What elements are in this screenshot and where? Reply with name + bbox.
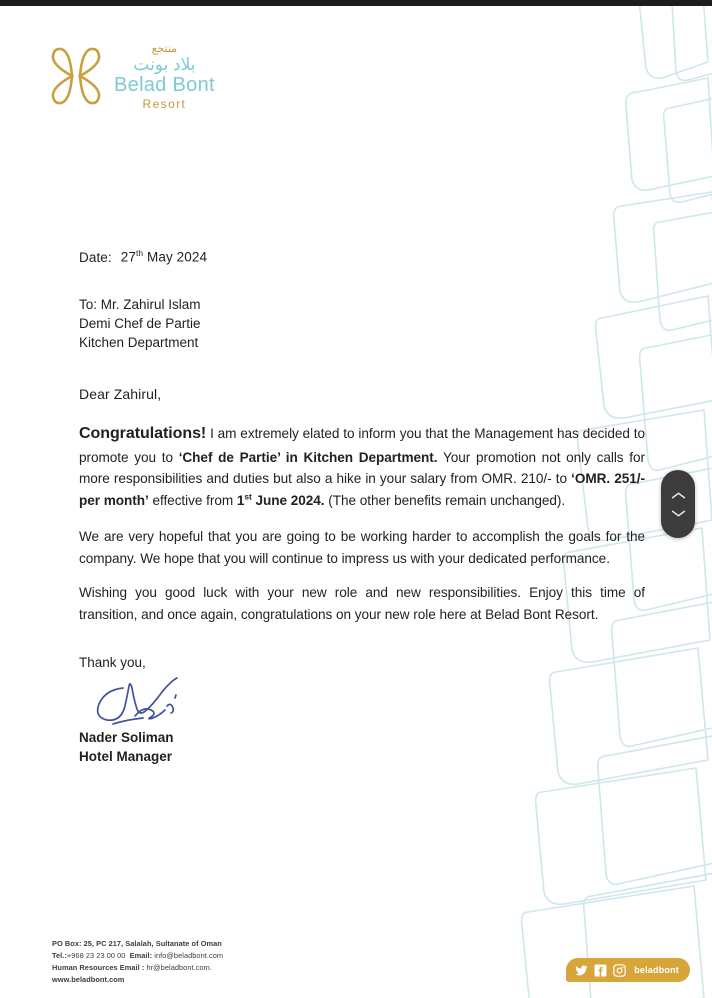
footer-tel-value: +968 23 23 00 00	[66, 951, 126, 961]
date-day: 27	[120, 249, 136, 265]
p1-new-salary: ‘OMR. 251/- per month’	[79, 471, 645, 509]
chevron-down-icon[interactable]	[671, 509, 686, 518]
social-handle: beladbont	[634, 965, 679, 975]
top-edge-strip	[0, 0, 712, 6]
handwritten-signature	[85, 676, 645, 732]
paragraph-wishes: Wishing you good luck with your new role and new responsibilities. Enjoy this time of transition, and once again, congratulations on your new role here at Belad Bont Resort.	[79, 585, 645, 623]
recipient-block	[79, 295, 645, 352]
recipient-position: Demi Chef de Partie	[79, 315, 201, 331]
p1-effective-day: 1	[236, 493, 245, 509]
brand-arabic-main: بلاد بونت	[133, 55, 196, 74]
p1-text-2: Your promotion not only calls for more responsibilities and duties but also a hike in your salary from OMR. 210/- to	[79, 449, 645, 487]
date-line	[79, 248, 645, 265]
p1-effective-ordinal: st	[244, 491, 252, 502]
footer-email-label: Email:	[129, 951, 153, 961]
footer-tel-label: Tel.:	[52, 951, 67, 961]
letterhead-logo	[48, 42, 215, 110]
footer-hr-email	[52, 962, 223, 974]
letter-body	[79, 248, 645, 767]
paragraph-promotion	[79, 421, 645, 512]
congratulations-heading: Congratulations!	[79, 424, 207, 442]
footer-hr-label: Human Resources Email :	[52, 963, 145, 973]
p1-new-role: ‘Chef de Partie’ in Kitchen Department.	[178, 449, 438, 465]
date-label: Date:	[79, 249, 112, 265]
p1-text-1: I am extremely elated to inform you that the Management has decided to promote you to	[79, 425, 645, 465]
recipient-department: Kitchen Department	[79, 334, 199, 350]
brand-wordmark	[114, 42, 215, 110]
footer-hr-value[interactable]: hr@beladbont.com.	[146, 963, 212, 973]
paragraph-expectations: We are very hopeful that you are going to be working harder to accomplish the goals for the company. We hope that you will continue to impress us with your dedicated performance.	[79, 528, 645, 566]
instagram-icon[interactable]	[613, 964, 626, 977]
recipient-name: To: Mr. Zahirul Islam	[79, 296, 201, 312]
footer-email-value[interactable]: info@beladbont.com	[154, 951, 224, 961]
footer-contact-block	[52, 938, 223, 986]
signer-name: Nader Soliman	[79, 729, 174, 745]
brand-arabic-top: منتجع	[151, 43, 178, 55]
footer-address-text: PO Box: 25, PC 217, Salalah, Sultanate of Oman	[52, 939, 222, 949]
twitter-icon[interactable]	[575, 964, 588, 977]
social-media-badge	[566, 958, 690, 982]
signer-title: Hotel Manager	[79, 749, 173, 765]
signer-block	[79, 728, 645, 767]
p1-text-3: effective from	[148, 493, 237, 509]
chevron-up-icon[interactable]	[671, 491, 686, 500]
footer-address	[52, 938, 223, 950]
belad-bont-logo-icon	[48, 45, 104, 107]
closing-thanks: Thank you,	[79, 654, 146, 670]
brand-name-en: Belad Bont	[114, 74, 215, 96]
p1-text-4: (The other benefits remain unchanged).	[324, 493, 566, 509]
brand-subtitle: Resort	[142, 97, 187, 111]
footer-tel-email	[52, 950, 223, 962]
date-rest: May 2024	[143, 249, 208, 265]
scroll-control-pill[interactable]	[661, 470, 695, 538]
date-ordinal-suffix: th	[136, 248, 144, 258]
facebook-icon[interactable]	[594, 964, 607, 977]
footer-website[interactable]: www.beladbont.com	[52, 975, 125, 985]
p1-effective-date: June 2024.	[251, 493, 325, 509]
salutation: Dear Zahirul,	[79, 385, 162, 402]
